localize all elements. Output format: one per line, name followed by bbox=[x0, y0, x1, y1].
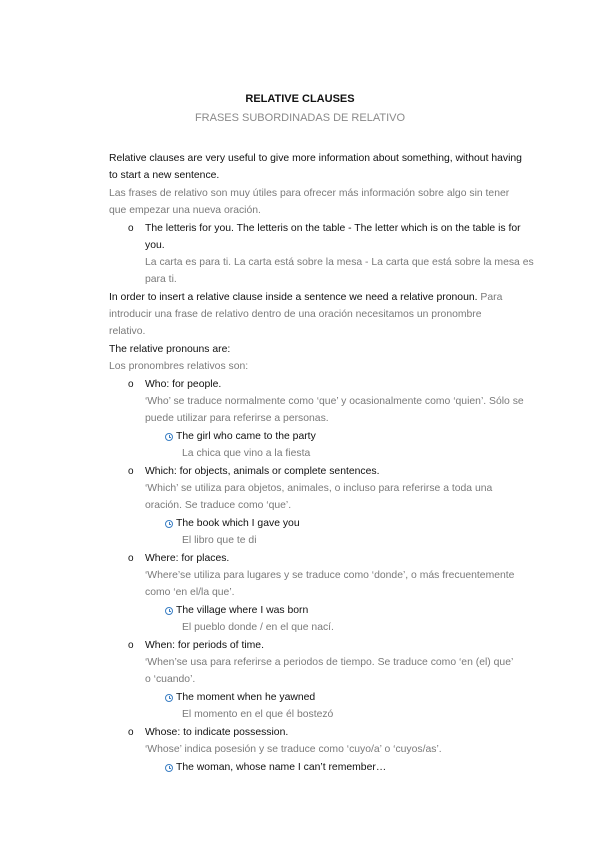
pronoun-example-en: The girl who came to the party bbox=[176, 431, 316, 442]
example-es-line: La carta es para ti. La carta está sobre la mesa - La carta que está sobre la mesa es bbox=[145, 257, 534, 268]
pronoun-example-en: The moment when he yawned bbox=[176, 692, 316, 703]
clock-icon bbox=[165, 520, 173, 528]
pronoun-desc: ‘When’se usa para referirse a periodos de tiempo. Se traduce como ‘en (el) que’ bbox=[145, 657, 514, 668]
example-es-line: para ti. bbox=[145, 274, 177, 285]
bullet-marker: o bbox=[128, 223, 134, 234]
bullet-marker: o bbox=[128, 466, 134, 477]
pronoun-head: Where: for places. bbox=[145, 553, 230, 564]
clock-icon bbox=[165, 607, 173, 615]
page-subtitle: FRASES SUBORDINADAS DE RELATIVO bbox=[194, 112, 406, 124]
pronoun-example-en: The village where I was born bbox=[176, 605, 309, 616]
pronouns-heading-es: Los pronombres relativos son: bbox=[109, 361, 249, 372]
pronoun-example-en: The book which I gave you bbox=[176, 518, 300, 529]
insert-paragraph-line bbox=[109, 289, 502, 306]
intro-en-line: Relative clauses are very useful to give more information about something, without having bbox=[109, 153, 522, 164]
pronoun-example-en: The woman, whose name I can’t remember… bbox=[176, 762, 387, 773]
bullet-marker: o bbox=[128, 379, 134, 390]
pronoun-head: When: for periods of time. bbox=[145, 640, 264, 651]
pronoun-desc: ‘Where’se utiliza para lugares y se traduce como ‘donde’, o más frecuentemente bbox=[145, 570, 515, 581]
clock-icon bbox=[165, 764, 173, 772]
intro-es-line: Las frases de relativo son muy útiles para ofrecer más información sobre algo sin tener bbox=[109, 188, 510, 199]
intro-en-line: to start a new sentence. bbox=[109, 170, 220, 181]
bullet-marker: o bbox=[128, 727, 134, 738]
pronoun-desc: puede utilizar para referirse a personas. bbox=[145, 413, 329, 424]
pronoun-head: Who: for people. bbox=[145, 379, 222, 390]
pronoun-desc: como ‘en el/la que’. bbox=[145, 587, 235, 598]
intro-es-line: que empezar una nueva oración. bbox=[109, 205, 261, 216]
pronoun-desc: ‘Who’ se traduce normalmente como ‘que’ y ocasionalmente como ‘quien’. Sólo se bbox=[145, 396, 524, 407]
example-en-line: you. bbox=[145, 240, 165, 251]
clock-icon bbox=[165, 694, 173, 702]
pronoun-head: Whose: to indicate possession. bbox=[145, 727, 289, 738]
clock-icon bbox=[165, 433, 173, 441]
page-title: RELATIVE CLAUSES bbox=[245, 93, 355, 105]
pronoun-example-es: La chica que vino a la fiesta bbox=[182, 448, 311, 459]
pronoun-desc: ‘Which’ se utiliza para objetos, animales, o incluso para referirse a toda una bbox=[145, 483, 493, 494]
bullet-marker: o bbox=[128, 553, 134, 564]
pronoun-head: Which: for objects, animals or complete sentences. bbox=[145, 466, 380, 477]
insert-es-line: relativo. bbox=[109, 326, 146, 337]
insert-es-line: introducir una frase de relativo dentro de una oración necesitamos un pronombre bbox=[109, 309, 482, 320]
pronoun-desc: ‘Whose’ indica posesión y se traduce como ‘cuyo/a’ o ‘cuyos/as’. bbox=[145, 744, 442, 755]
pronouns-heading-en: The relative pronouns are: bbox=[109, 344, 231, 355]
pronoun-example-es: El pueblo donde / en el que nací. bbox=[182, 622, 334, 633]
insert-es-text: Para bbox=[480, 292, 503, 303]
pronoun-desc: o ‘cuando’. bbox=[145, 674, 196, 685]
bullet-marker: o bbox=[128, 640, 134, 651]
pronoun-example-es: El libro que te di bbox=[182, 535, 257, 546]
insert-en-text: In order to insert a relative clause inside a sentence we need a relative pronoun. bbox=[109, 292, 478, 303]
pronoun-desc: oración. Se traduce como ‘que’. bbox=[145, 500, 292, 511]
pronoun-example-es: El momento en el que él bostezó bbox=[182, 709, 334, 720]
example-en-line: The letteris for you. The letteris on the table - The letter which is on the table is for bbox=[145, 223, 521, 234]
